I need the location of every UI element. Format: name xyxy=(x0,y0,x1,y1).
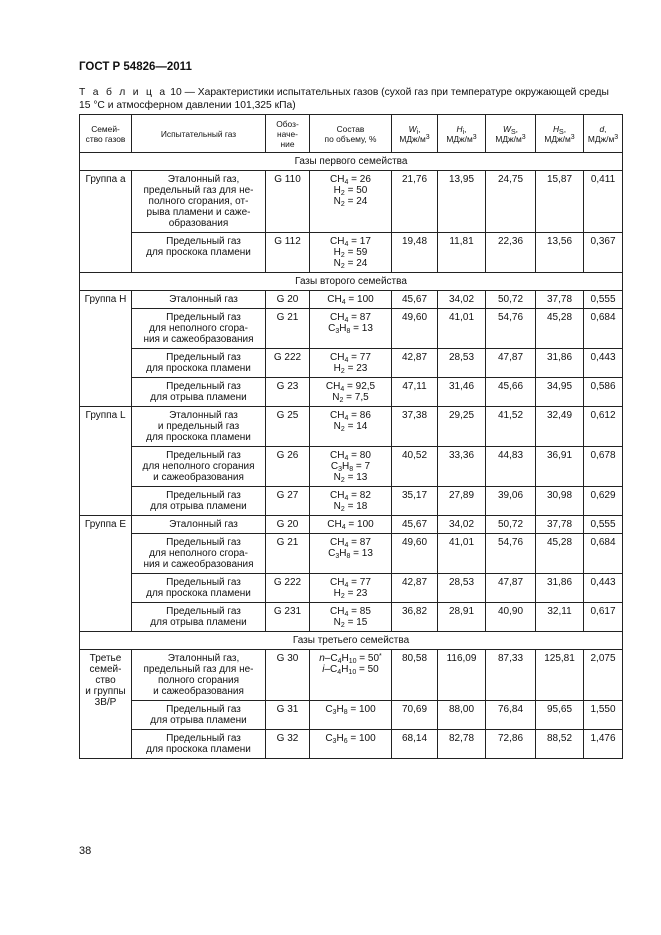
test-gas-line: Эталонный газ xyxy=(169,519,238,530)
composition-cell xyxy=(310,516,392,534)
test-gas-line: предельный газ для не- xyxy=(143,664,254,675)
table-row xyxy=(80,487,623,516)
designation-cell: G 231 xyxy=(266,603,310,632)
test-gas-line: рыва пламени и саже- xyxy=(146,207,251,218)
test-gas-line: для отрыва пламени xyxy=(150,501,247,512)
d-value-cell: 1,550 xyxy=(584,701,623,730)
table-row xyxy=(80,171,623,233)
test-gas-cell xyxy=(132,603,266,632)
test-gas-line: Эталонный газ, xyxy=(167,174,240,185)
table-row xyxy=(80,534,623,574)
ws-value-cell: 47,87 xyxy=(486,574,536,603)
d-value-cell: 1,476 xyxy=(584,730,623,759)
table-header-row xyxy=(80,115,623,153)
test-gas-line: Предельный газ xyxy=(166,450,241,461)
designation-cell: G 32 xyxy=(266,730,310,759)
test-gas-line: Предельный газ xyxy=(166,606,241,617)
designation-cell: G 20 xyxy=(266,516,310,534)
table-row xyxy=(80,701,623,730)
hs-value-cell: 32,11 xyxy=(536,603,584,632)
designation-cell: G 222 xyxy=(266,574,310,603)
composition-line: $H_2 = 50$ xyxy=(333,185,368,197)
hs-value-cell: 95,65 xyxy=(536,701,584,730)
test-gas-cell xyxy=(132,349,266,378)
hi-value-cell: 41,01 xyxy=(438,309,486,349)
section-header-row xyxy=(80,153,623,171)
test-gas-line: для проскока пламени xyxy=(146,744,251,755)
ws-value-cell: 76,84 xyxy=(486,701,536,730)
ws-value-cell: 50,72 xyxy=(486,516,536,534)
wi-value-cell: 19,48 xyxy=(392,233,438,273)
hi-value-cell: 34,02 xyxy=(438,291,486,309)
composition-line: $N_2 = 24$ xyxy=(333,196,368,208)
composition-cell xyxy=(310,701,392,730)
composition-line: $CH_4 = 87$ xyxy=(330,537,371,549)
designation-cell: G 21 xyxy=(266,534,310,574)
test-gas-line: образования xyxy=(168,218,229,229)
designation-cell: G 112 xyxy=(266,233,310,273)
table-row xyxy=(80,309,623,349)
section-header-row xyxy=(80,632,623,650)
table-row xyxy=(80,291,623,309)
d-value-cell: 0,684 xyxy=(584,534,623,574)
d-value-cell: 0,612 xyxy=(584,407,623,447)
d-value-cell: 0,443 xyxy=(584,574,623,603)
test-gas-cell xyxy=(132,378,266,407)
group-name-line: 3В/Р xyxy=(94,697,117,708)
hi-value-cell: 116,09 xyxy=(438,650,486,701)
ws-value-cell: 44,83 xyxy=(486,447,536,487)
test-gas-line: и сажеобразования xyxy=(153,472,244,483)
table-caption-text: 10 — Характеристики испытательных газов (сухой газ при температуре окружающей среды 15 °С и атмосферном давлении 101,325 кПа) xyxy=(79,87,609,111)
composition-line: $CH_4 = 100$ xyxy=(327,294,374,306)
composition-line: $N_2 = 13$ xyxy=(333,472,368,484)
table-row xyxy=(80,730,623,759)
table-row xyxy=(80,650,623,701)
ws-value-cell: 24,75 xyxy=(486,171,536,233)
composition-line: $N_2 = 7,5$ xyxy=(332,392,369,404)
header-ws: $W_S$, МДж/$м^3$ xyxy=(486,115,536,153)
table-row xyxy=(80,233,623,273)
composition-line: $CH_4 = 77$ xyxy=(330,577,371,589)
d-value-cell: 0,678 xyxy=(584,447,623,487)
composition-line: $CH_4 = 100$ xyxy=(327,519,374,531)
test-gas-line: Эталонный газ xyxy=(169,294,238,305)
section-title: Газы третьего семейства xyxy=(80,632,623,650)
test-gas-line: предельный газ для не- xyxy=(143,185,254,196)
test-gas-cell xyxy=(132,650,266,701)
test-gas-line: Предельный газ xyxy=(166,352,241,363)
table-row xyxy=(80,349,623,378)
composition-line: $H_2 = 23$ xyxy=(333,588,368,600)
wi-value-cell: 47,11 xyxy=(392,378,438,407)
composition-line: $C_3H_8 = 13$ xyxy=(328,548,373,560)
test-gas-line: для отрыва пламени xyxy=(150,715,247,726)
hs-value-cell: 88,52 xyxy=(536,730,584,759)
hs-value-cell: 45,28 xyxy=(536,309,584,349)
hi-value-cell: 29,25 xyxy=(438,407,486,447)
hs-value-cell: 37,78 xyxy=(536,516,584,534)
ws-value-cell: 39,06 xyxy=(486,487,536,516)
composition-line: $H_2 = 23$ xyxy=(333,363,368,375)
composition-line: $H_2 = 59$ xyxy=(333,247,368,259)
composition-line: $CH_4 = 80$ xyxy=(330,450,371,462)
test-gas-cell xyxy=(132,407,266,447)
test-gas-line: Предельный газ xyxy=(166,733,241,744)
header-hi: $H_i$, МДж/$м^3$ xyxy=(438,115,486,153)
test-gas-line: и предельный газ xyxy=(157,421,240,432)
hs-value-cell: 15,87 xyxy=(536,171,584,233)
hs-value-cell: 31,86 xyxy=(536,349,584,378)
composition-line: $CH_4 = 87$ xyxy=(330,312,371,324)
composition-line: $C_3H_8 = 100$ xyxy=(325,704,376,716)
composition-line: $CH_4 = 92,5$ xyxy=(325,381,376,393)
composition-cell xyxy=(310,291,392,309)
hi-value-cell: 28,91 xyxy=(438,603,486,632)
test-gas-line: ния и сажеобразования xyxy=(143,559,254,570)
test-gas-line: Предельный газ xyxy=(166,537,241,548)
composition-cell xyxy=(310,378,392,407)
ws-value-cell: 40,90 xyxy=(486,603,536,632)
hs-value-cell: 125,81 xyxy=(536,650,584,701)
test-gas-line: Предельный газ xyxy=(166,312,241,323)
designation-cell: G 26 xyxy=(266,447,310,487)
group-name-line: семей- xyxy=(89,664,122,675)
d-value-cell: 2,075 xyxy=(584,650,623,701)
designation-cell: G 23 xyxy=(266,378,310,407)
composition-cell xyxy=(310,487,392,516)
group-name-cell: Группа а xyxy=(80,171,132,273)
ws-value-cell: 54,76 xyxy=(486,534,536,574)
test-gas-cell xyxy=(132,730,266,759)
hi-value-cell: 41,01 xyxy=(438,534,486,574)
composition-cell xyxy=(310,574,392,603)
header-family: Семей- ство газов xyxy=(80,115,132,153)
hi-value-cell: 28,53 xyxy=(438,574,486,603)
wi-value-cell: 49,60 xyxy=(392,309,438,349)
group-name-line: и группы xyxy=(85,686,126,697)
header-hs: $H_S$, МДж/$м^3$ xyxy=(536,115,584,153)
d-value-cell: 0,684 xyxy=(584,309,623,349)
test-gas-line: для отрыва пламени xyxy=(150,392,247,403)
hs-value-cell: 45,28 xyxy=(536,534,584,574)
hi-value-cell: 33,36 xyxy=(438,447,486,487)
table-row xyxy=(80,447,623,487)
test-gas-line: Предельный газ xyxy=(166,381,241,392)
d-value-cell: 0,629 xyxy=(584,487,623,516)
group-name-line: Третье xyxy=(89,653,122,664)
page-number: 38 xyxy=(79,845,92,857)
test-gas-line: Эталонный газ, xyxy=(167,653,240,664)
wi-value-cell: 36,82 xyxy=(392,603,438,632)
table-row xyxy=(80,378,623,407)
designation-cell: G 20 xyxy=(266,291,310,309)
ws-value-cell: 50,72 xyxy=(486,291,536,309)
composition-cell xyxy=(310,650,392,701)
wi-value-cell: 42,87 xyxy=(392,349,438,378)
test-gas-line: Эталонный газ xyxy=(169,410,238,421)
test-gas-cell xyxy=(132,309,266,349)
wi-value-cell: 42,87 xyxy=(392,574,438,603)
composition-cell xyxy=(310,171,392,233)
group-name-cell: Группа L xyxy=(80,407,132,516)
test-gas-line: Предельный газ xyxy=(166,236,241,247)
table-caption xyxy=(79,86,623,112)
group-name-line: ство xyxy=(95,675,116,686)
composition-cell xyxy=(310,534,392,574)
document-code: ГОСТ Р 54826—2011 xyxy=(79,61,192,73)
composition-line: $N_2 = 14$ xyxy=(333,421,368,433)
test-gas-line: ния и сажеобразования xyxy=(143,334,254,345)
test-gas-cell xyxy=(132,487,266,516)
wi-value-cell: 80,58 xyxy=(392,650,438,701)
hi-value-cell: 11,81 xyxy=(438,233,486,273)
composition-cell xyxy=(310,233,392,273)
hi-value-cell: 31,46 xyxy=(438,378,486,407)
composition-line: $CH_4 = 86$ xyxy=(330,410,371,422)
test-gas-line: для отрыва пламени xyxy=(150,617,247,628)
designation-cell: G 30 xyxy=(266,650,310,701)
test-gas-line: Предельный газ xyxy=(166,704,241,715)
test-gas-line: для неполного сгорания xyxy=(142,461,255,472)
composition-line: $CH_4 = 77$ xyxy=(330,352,371,364)
test-gas-cell xyxy=(132,447,266,487)
hs-value-cell: 31,86 xyxy=(536,574,584,603)
d-value-cell: 0,411 xyxy=(584,171,623,233)
designation-cell: G 25 xyxy=(266,407,310,447)
section-title: Газы второго семейства xyxy=(80,273,623,291)
composition-cell xyxy=(310,349,392,378)
test-gas-line: для проскока пламени xyxy=(146,432,251,443)
header-designation: Обоз- наче- ние xyxy=(266,115,310,153)
group-name-cell xyxy=(80,650,132,759)
designation-cell: G 31 xyxy=(266,701,310,730)
hi-value-cell: 13,95 xyxy=(438,171,486,233)
hi-value-cell: 28,53 xyxy=(438,349,486,378)
composition-line: $C_3H_8 = 7$ xyxy=(330,461,371,473)
hi-value-cell: 82,78 xyxy=(438,730,486,759)
table-caption-label: Т а б л и ц а xyxy=(79,87,168,98)
test-gas-cell xyxy=(132,291,266,309)
test-gas-line: Предельный газ xyxy=(166,577,241,588)
d-value-cell: 0,443 xyxy=(584,349,623,378)
section-title: Газы первого семейства xyxy=(80,153,623,171)
wi-value-cell: 49,60 xyxy=(392,534,438,574)
gas-characteristics-table xyxy=(79,114,623,759)
composition-line: $N_2 = 15$ xyxy=(333,617,368,629)
section-header-row xyxy=(80,273,623,291)
designation-cell: G 110 xyxy=(266,171,310,233)
table-row xyxy=(80,603,623,632)
test-gas-line: для неполного сгора- xyxy=(149,548,248,559)
test-gas-cell xyxy=(132,233,266,273)
d-value-cell: 0,555 xyxy=(584,516,623,534)
hs-value-cell: 37,78 xyxy=(536,291,584,309)
hi-value-cell: 88,00 xyxy=(438,701,486,730)
wi-value-cell: 21,76 xyxy=(392,171,438,233)
designation-cell: G 21 xyxy=(266,309,310,349)
composition-cell xyxy=(310,730,392,759)
composition-cell xyxy=(310,309,392,349)
test-gas-line: для проскока пламени xyxy=(146,247,251,258)
test-gas-line: для проскока пламени xyxy=(146,588,251,599)
composition-line: $CH_4 = 26$ xyxy=(330,174,371,186)
group-name-cell: Группа Е xyxy=(80,516,132,632)
table-row xyxy=(80,516,623,534)
designation-cell: G 222 xyxy=(266,349,310,378)
header-gas: Испытательный газ xyxy=(132,115,266,153)
ws-value-cell: 87,33 xyxy=(486,650,536,701)
test-gas-line: полного сгорания xyxy=(157,675,240,686)
composition-line: $i-C_4H_{10} = 50$ xyxy=(322,664,379,676)
designation-cell: G 27 xyxy=(266,487,310,516)
hi-value-cell: 27,89 xyxy=(438,487,486,516)
composition-cell xyxy=(310,407,392,447)
ws-value-cell: 54,76 xyxy=(486,309,536,349)
ws-value-cell: 47,87 xyxy=(486,349,536,378)
test-gas-line: полного сгорания, от- xyxy=(148,196,249,207)
header-composition: Состав по объему, % xyxy=(310,115,392,153)
wi-value-cell: 35,17 xyxy=(392,487,438,516)
hi-value-cell: 34,02 xyxy=(438,516,486,534)
composition-line: $N_2 = 24$ xyxy=(333,258,368,270)
test-gas-line: для проскока пламени xyxy=(146,363,251,374)
test-gas-line: и сажеобразования xyxy=(153,686,244,697)
wi-value-cell: 45,67 xyxy=(392,516,438,534)
d-value-cell: 0,586 xyxy=(584,378,623,407)
header-d: d, МДж/$м^3$ xyxy=(584,115,623,153)
test-gas-cell xyxy=(132,516,266,534)
d-value-cell: 0,555 xyxy=(584,291,623,309)
wi-value-cell: 68,14 xyxy=(392,730,438,759)
ws-value-cell: 22,36 xyxy=(486,233,536,273)
composition-line: $n-C_4H_{10} = 50^*$ xyxy=(319,653,382,665)
hs-value-cell: 30,98 xyxy=(536,487,584,516)
composition-line: $CH_4 = 17$ xyxy=(330,236,371,248)
wi-value-cell: 37,38 xyxy=(392,407,438,447)
wi-value-cell: 70,69 xyxy=(392,701,438,730)
hs-value-cell: 36,91 xyxy=(536,447,584,487)
composition-line: $CH_4 = 82$ xyxy=(330,490,371,502)
wi-value-cell: 40,52 xyxy=(392,447,438,487)
test-gas-cell xyxy=(132,534,266,574)
composition-line: $N_2 = 18$ xyxy=(333,501,368,513)
wi-value-cell: 45,67 xyxy=(392,291,438,309)
ws-value-cell: 72,86 xyxy=(486,730,536,759)
composition-cell xyxy=(310,447,392,487)
hs-value-cell: 13,56 xyxy=(536,233,584,273)
ws-value-cell: 41,52 xyxy=(486,407,536,447)
hs-value-cell: 32,49 xyxy=(536,407,584,447)
test-gas-cell xyxy=(132,171,266,233)
ws-value-cell: 45,66 xyxy=(486,378,536,407)
hs-value-cell: 34,95 xyxy=(536,378,584,407)
composition-line: $C_3H_6 = 100$ xyxy=(325,733,376,745)
header-wi: $W_i$, МДж/$м^3$ xyxy=(392,115,438,153)
group-name-cell: Группа Н xyxy=(80,291,132,407)
d-value-cell: 0,367 xyxy=(584,233,623,273)
d-value-cell: 0,617 xyxy=(584,603,623,632)
composition-cell xyxy=(310,603,392,632)
table-row xyxy=(80,407,623,447)
test-gas-cell xyxy=(132,701,266,730)
test-gas-line: для неполного сгора- xyxy=(149,323,248,334)
test-gas-cell xyxy=(132,574,266,603)
test-gas-line: Предельный газ xyxy=(166,490,241,501)
table-row xyxy=(80,574,623,603)
composition-line: $C_3H_8 = 13$ xyxy=(328,323,373,335)
composition-line: $CH_4 = 85$ xyxy=(330,606,371,618)
